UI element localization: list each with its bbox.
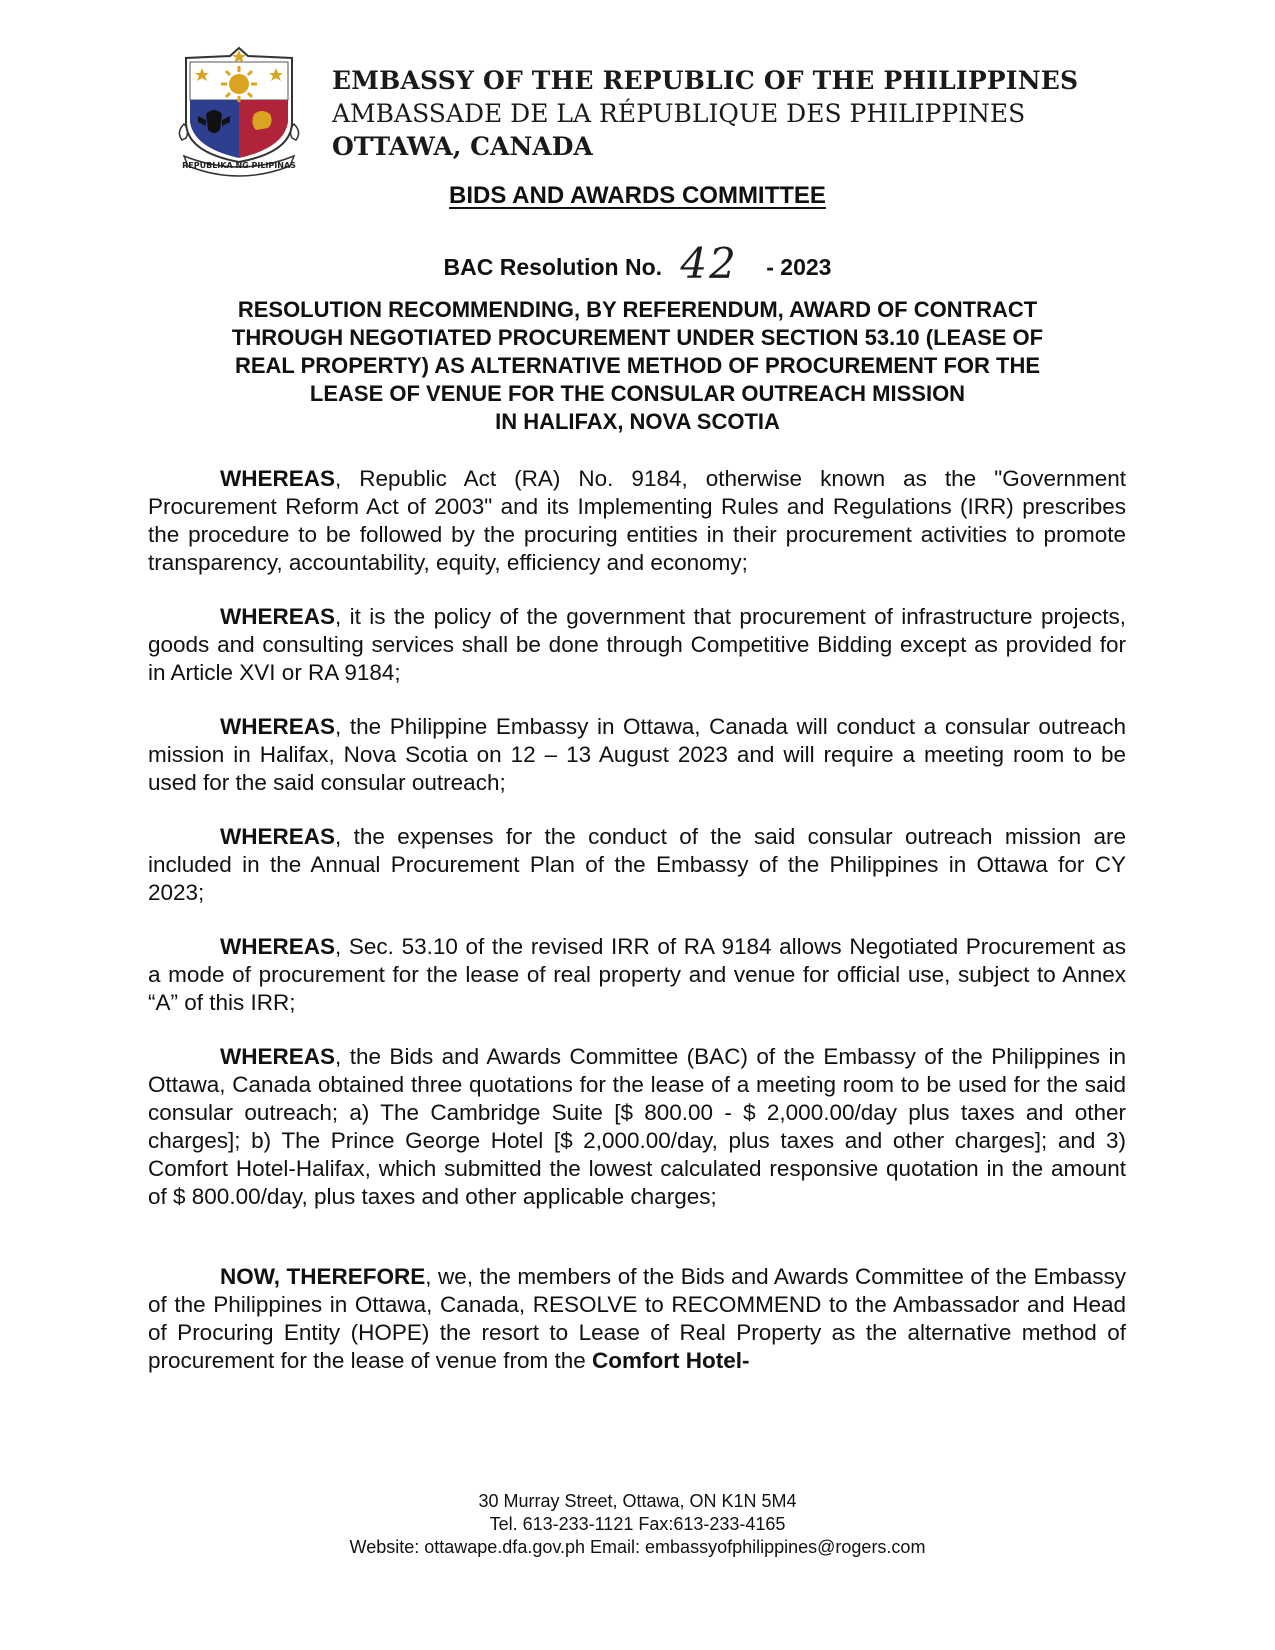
resolution-title (150, 296, 1125, 436)
whereas-paragraph (148, 713, 1126, 797)
embassy-location: OTTAWA, CANADA (332, 132, 593, 161)
philippine-coat-of-arms-seal (176, 44, 302, 178)
venue-name-bold: Comfort Hotel- (592, 1348, 750, 1373)
paragraph-lead: WHEREAS (220, 934, 336, 959)
paragraph-text: , Sec. 53.10 of the revised IRR of RA 9184 allows Negotiated Procurement as a mode of procurement for the lease of real property and venue for official use, subject to Annex “A” of this IRR; (148, 934, 1126, 1015)
paragraph-text: , the Bids and Awards Committee (BAC) of the Embassy of the Philippines in Ottawa, Canada obtained three quotations for the lease of a meeting room to be used for the said consular outreach; a) The Cambridge Suite [$ 800.00 - $ 2,000.00/day plus taxes and other charges]; b) The Prince George Hotel [$ 2,000.00/day, plus taxes and other charges]; and 3) Comfort Hotel-Halifax, which submitted the lowest calculated responsive quotation in the amount of $ 800.00/day, plus taxes and other applicable charges; (148, 1044, 1126, 1209)
title-line: LEASE OF VENUE FOR THE CONSULAR OUTREACH MISSION (309, 381, 966, 406)
whereas-paragraph (148, 1043, 1126, 1211)
svg-text:REPUBLIKA NG PILIPINAS: REPUBLIKA NG PILIPINAS (182, 161, 296, 170)
title-line: THROUGH NEGOTIATED PROCUREMENT UNDER SECTION 53.10 (LEASE OF (231, 325, 1044, 350)
whereas-paragraph (148, 823, 1126, 907)
footer-website-email: Website: ottawape.dfa.gov.ph Email: embassyofphilippines@rogers.com (349, 1537, 926, 1557)
paragraph-lead: NOW, THEREFORE (220, 1264, 426, 1289)
footer-phone-fax: Tel. 613-233-1121 Fax:613-233-4165 (489, 1514, 786, 1534)
paragraph-text: , it is the policy of the government that procurement of infrastructure projects, goods and consulting services shall be done through Competitive Bidding except as provided for in Article XVI or RA 9184; (148, 604, 1126, 685)
title-line: RESOLUTION RECOMMENDING, BY REFERENDUM, AWARD OF CONTRACT (237, 297, 1038, 322)
paragraph-lead: WHEREAS (220, 714, 336, 739)
paragraph-text: , the expenses for the conduct of the said consular outreach mission are included in the Annual Procurement Plan of the Embassy of the Philippines in Ottawa for CY 2023; (148, 824, 1126, 905)
resolution-year: - 2023 (766, 254, 832, 280)
title-line: IN HALIFAX, NOVA SCOTIA (495, 409, 780, 434)
whereas-paragraph (148, 465, 1126, 577)
paragraph-text: , we, the members of the Bids and Awards Committee of the Embassy of the Philippines in Ottawa, Canada, RESOLVE to RECOMMEND to the Ambassador and Head of Procuring Entity (HOPE) the resort to Lease of Real Property as the alternative method of procurement for the lease of venue from the (148, 1264, 1126, 1373)
paragraph-text: , Republic Act (RA) No. 9184, otherwise known as the "Government Procurement Reform Act of 2003" and its Implementing Rules and Regulations (IRR) prescribes the procedure to be followed by the procuring entities in their procurement activities to promote transparency, accountability, equity, efficiency and economy; (148, 466, 1126, 575)
committee-heading: BIDS AND AWARDS COMMITTEE (449, 182, 826, 209)
whereas-paragraph (148, 603, 1126, 687)
page-footer (0, 1490, 1275, 1559)
paragraph-lead: WHEREAS (220, 824, 336, 849)
paragraph-lead: WHEREAS (220, 466, 336, 491)
title-line: REAL PROPERTY) AS ALTERNATIVE METHOD OF PROCUREMENT FOR THE (234, 353, 1041, 378)
embassy-name-english: EMBASSY OF THE REPUBLIC OF THE PHILIPPINES (332, 66, 1079, 95)
letterhead (332, 64, 1078, 163)
paragraph-lead: WHEREAS (220, 604, 336, 629)
footer-address: 30 Murray Street, Ottawa, ON K1N 5M4 (478, 1491, 797, 1511)
now-therefore-paragraph (148, 1263, 1126, 1375)
paragraph-text: , the Philippine Embassy in Ottawa, Canada will conduct a consular outreach mission in Halifax, Nova Scotia on 12 – 13 August 2023 and will require a meeting room to be used for the said consular outreach; (148, 714, 1126, 795)
paragraph-lead: WHEREAS (220, 1044, 336, 1069)
embassy-name-french: AMBASSADE DE LA RÉPUBLIQUE DES PHILIPPINES (332, 99, 1026, 128)
resolution-prefix: BAC Resolution No. (443, 254, 663, 280)
whereas-paragraph (148, 933, 1126, 1017)
handwritten-resolution-number: 42 (680, 239, 738, 288)
resolution-body (148, 465, 1126, 1401)
resolution-number-line (0, 236, 1275, 288)
